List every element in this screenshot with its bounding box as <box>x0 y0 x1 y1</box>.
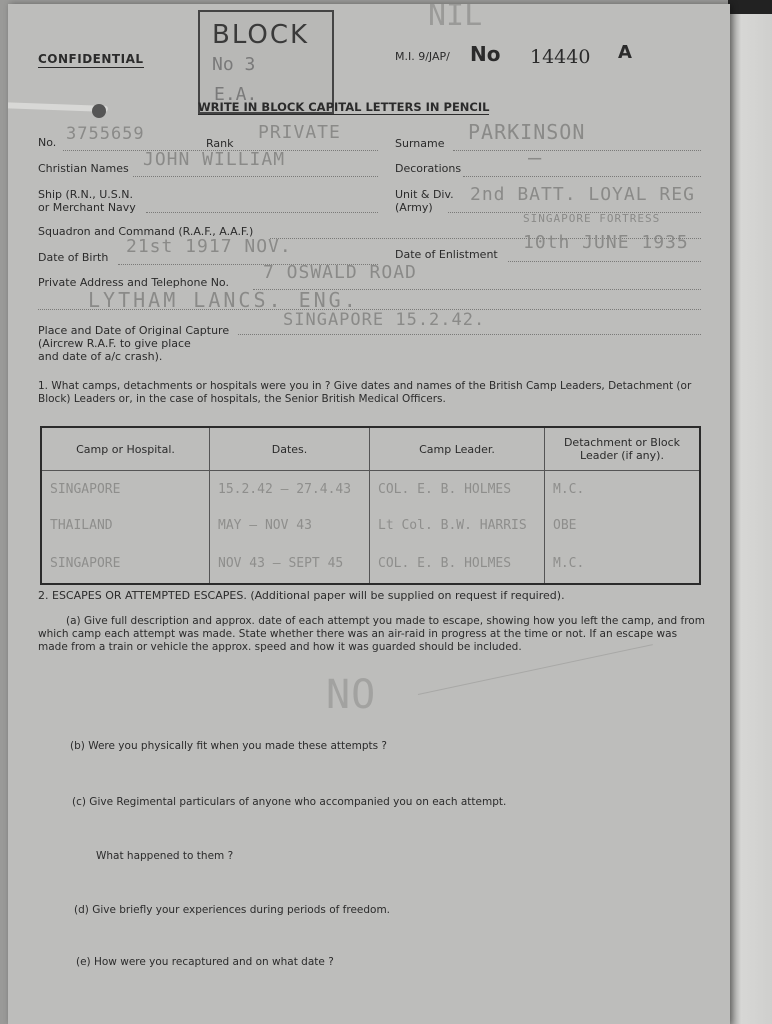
punch-hole <box>92 104 106 118</box>
table-header-row <box>41 427 700 471</box>
capture-value: SINGAPORE 15.2.42. <box>283 310 486 330</box>
table-row <box>41 471 700 508</box>
col-camp-leader: Camp Leader. <box>370 427 545 471</box>
question-1: 1. What camps, detachments or hospitals were you in ? Give dates and names of the British Camp Leaders, Detachment (or Block) Leaders or, in the case of hospitals, the Senior British Medical Officers. <box>38 380 692 405</box>
surname-value: PARKINSON <box>468 120 586 144</box>
surname-label: Surname <box>395 137 445 150</box>
unit-label-line2: (Army) <box>395 201 433 214</box>
cell-dates: NOV 43 — SEPT 45 <box>210 543 370 584</box>
col-dates: Dates. <box>210 427 370 471</box>
stamp-ea: E.A. <box>214 84 258 105</box>
stamp-number: No 3 <box>212 54 256 75</box>
rank-value: PRIVATE <box>258 122 341 143</box>
squadron-label: Squadron and Command (R.A.F., A.A.F.) <box>38 225 254 238</box>
instruction-heading: WRITE IN BLOCK CAPITAL LETTERS IN PENCIL <box>198 100 490 114</box>
confidential-label: CONFIDENTIAL <box>38 52 144 66</box>
stamp-title: BLOCK <box>212 20 310 50</box>
reference-code: M.I. 9/JAP/ <box>395 50 450 63</box>
cell-detachment: M.C. <box>553 481 585 497</box>
enlistment-label: Date of Enlistment <box>395 248 498 261</box>
no-label: No. <box>38 136 57 149</box>
cell-camp: SINGAPORE <box>41 471 210 508</box>
service-number-value: 3755659 <box>66 124 145 144</box>
pencil-annotation: NIL <box>428 4 483 33</box>
question-2-title: 2. ESCAPES OR ATTEMPTED ESCAPES. (Additional paper will be supplied on request if required). <box>38 589 565 602</box>
cell-camp: SINGAPORE <box>41 543 210 584</box>
decorations-value: — <box>528 146 543 171</box>
cell-dates: 15.2.42 — 27.4.43 <box>210 471 370 508</box>
address-value-2: LYTHAM LANCS. ENG. <box>88 288 359 312</box>
serial-number: 14440 <box>530 46 591 68</box>
question-2a-answer: NO <box>326 672 377 718</box>
block-stamp <box>198 10 334 114</box>
rank-label: Rank <box>206 137 234 150</box>
cell-leader: COL. E. B. HOLMES <box>370 471 545 508</box>
table-row <box>41 507 700 543</box>
document-page <box>8 4 730 1024</box>
capture-label-line2: (Aircrew R.A.F. to give place <box>38 337 191 350</box>
decorations-label: Decorations <box>395 162 462 175</box>
question-2b: (b) Were you physically fit when you made these attempts ? <box>70 740 387 752</box>
col-camp: Camp or Hospital. <box>41 427 210 471</box>
question-2a: (a) Give full description and approx. date of each attempt you made to escape, showing how you left the camp, and from which camp each attempt was made. State whether there was an air-raid in progress at the time or not. If an escape was made from a train or vehicle the approx. speed and how it was guarded should be included. <box>38 615 705 653</box>
question-2c-sub: What happened to them ? <box>96 850 234 862</box>
christian-names-label: Christian Names <box>38 162 129 175</box>
question-2d: (d) Give briefly your experiences during periods of freedom. <box>74 904 391 916</box>
serial-suffix: A <box>618 42 632 63</box>
adjacent-page-edge <box>728 0 772 1024</box>
unit-value: 2nd BATT. LOYAL REG <box>470 184 695 205</box>
question-2c: (c) Give Regimental particulars of anyone who accompanied you on each attempt. <box>72 796 507 808</box>
dob-label: Date of Birth <box>38 251 109 264</box>
address-value-1: 7 OSWALD ROAD <box>263 262 417 283</box>
cell-leader: COL. E. B. HOLMES <box>370 543 545 584</box>
ship-label-line2: or Merchant Navy <box>38 201 136 214</box>
address-label: Private Address and Telephone No. <box>38 276 229 289</box>
cell-detachment: OBE <box>553 517 577 533</box>
table-row <box>41 543 700 584</box>
cell-dates: MAY — NOV 43 <box>210 507 370 543</box>
christian-names-value: JOHN WILLIAM <box>143 149 286 170</box>
cell-detachment: M.C. <box>553 555 585 571</box>
number-label: No <box>470 42 501 66</box>
camps-table <box>40 426 701 585</box>
col-detachment-leader: Detachment or Block Leader (if any). <box>545 427 701 471</box>
ship-label-line1: Ship (R.N., U.S.N. <box>38 188 133 201</box>
capture-label-line3: and date of a/c crash). <box>38 350 163 363</box>
cell-camp: THAILAND <box>41 507 210 543</box>
enlistment-value: 10th JUNE 1935 <box>523 232 689 253</box>
dob-value: 21st 1917 NOV. <box>126 236 292 257</box>
capture-label-line1: Place and Date of Original Capture <box>38 324 230 337</box>
unit-label-line1: Unit & Div. <box>395 188 454 201</box>
question-2e: (e) How were you recaptured and on what date ? <box>76 956 334 968</box>
cell-leader: Lt Col. B.W. HARRIS <box>370 507 545 543</box>
unit-value-2: SINGAPORE FORTRESS <box>523 212 661 225</box>
